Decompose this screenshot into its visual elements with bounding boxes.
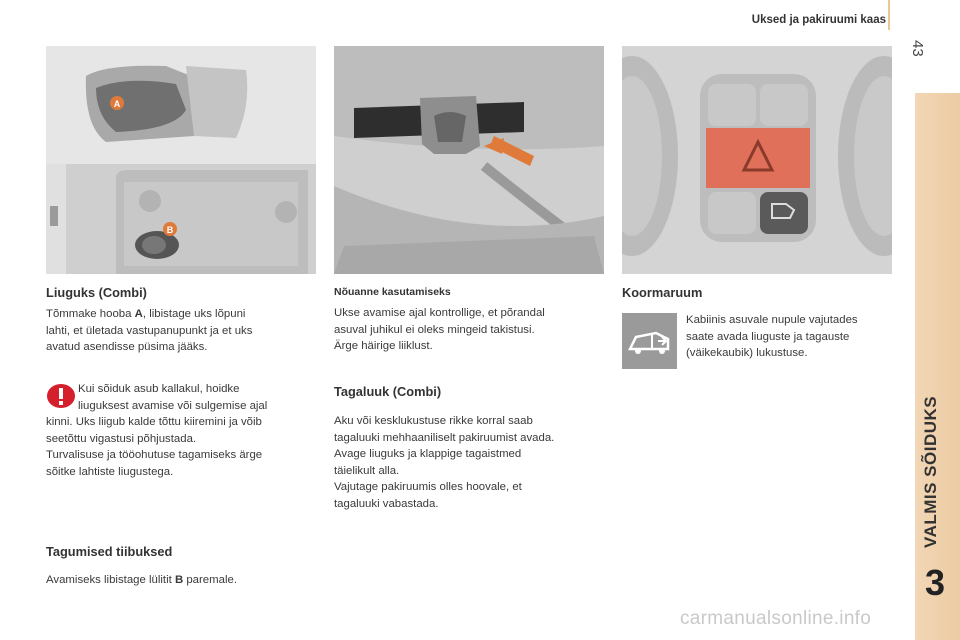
- tailgate-latch-photo: [334, 46, 604, 274]
- tailgate-heading: Tagaluuk (Combi): [334, 384, 442, 399]
- header-divider: [888, 0, 890, 30]
- cargo-heading: Koormaruum: [622, 285, 703, 300]
- sliding-door-text-bold: A: [134, 308, 143, 320]
- dashboard-button-photo: [622, 46, 892, 274]
- section-title: Uksed ja pakiruumi kaas: [751, 14, 886, 26]
- rear-doors-paragraph: [46, 572, 316, 589]
- warning-text-first: Kui sõiduk asub kallakul, hoidke liuguksest avamise või sulgemise ajal: [78, 383, 268, 412]
- advice-text: Ukse avamise ajal kontrollige, et põrandal asuval juhikul ei oleks mingeid takistusi. Ärge häirige liiklust.: [334, 307, 545, 352]
- sliding-door-heading: Liuguks (Combi): [46, 285, 147, 300]
- label-a: A: [113, 99, 121, 109]
- chapter-number: 3: [924, 562, 946, 603]
- tailgate-text: Aku või kesklukustuse rikke korral saab tagaluuki mehhaaniliselt pakiruumist avada. Avage liuguks ja klappige tagaistmed täielikult alla. Vajutage pakiruumis olles hoovale, et tagaluuki vabastada.: [334, 415, 555, 510]
- sliding-door-photo: [46, 46, 316, 274]
- label-b: B: [166, 225, 174, 235]
- warning-text-rest: kinni. Uks liigub kalde tõttu kiiremini ja võib seetõttu vigastusi põhjustada. Turvalisuse ja tööohutuse tagamiseks ärge sõitke lahtiste liugustega.: [46, 416, 263, 478]
- sliding-door-paragraph: [46, 306, 316, 356]
- rear-doors-text-1: Avamiseks libistage lülitit: [46, 574, 175, 586]
- page-number: 43: [909, 40, 926, 57]
- warning-icon: [46, 383, 76, 409]
- chapter-title: VALMIS SÕIDUKS: [921, 395, 940, 548]
- rear-doors-text-bold: B: [174, 574, 184, 586]
- sliding-door-text-1: Tõmmake hooba: [46, 308, 135, 320]
- advice-heading: Nõuanne kasutamiseks: [334, 286, 451, 298]
- rear-doors-text-2: paremale.: [183, 574, 237, 586]
- cargo-text: Kabiinis asuvale nupule vajutades saate avada liuguste ja tagauste (väikekaubik) lukustuse.: [686, 314, 858, 359]
- chapter-tab: [915, 93, 960, 640]
- van-unlock-icon: [622, 313, 677, 369]
- rear-doors-heading: Tagumised tiibuksed: [46, 544, 173, 559]
- sliding-door-text-2: , libistage uks lõpuni lahti, et ületada vastupanupunkt ja et uks avatud asendisse püsima jääks.: [46, 308, 253, 353]
- watermark: carmanualsonline.info: [680, 608, 872, 629]
